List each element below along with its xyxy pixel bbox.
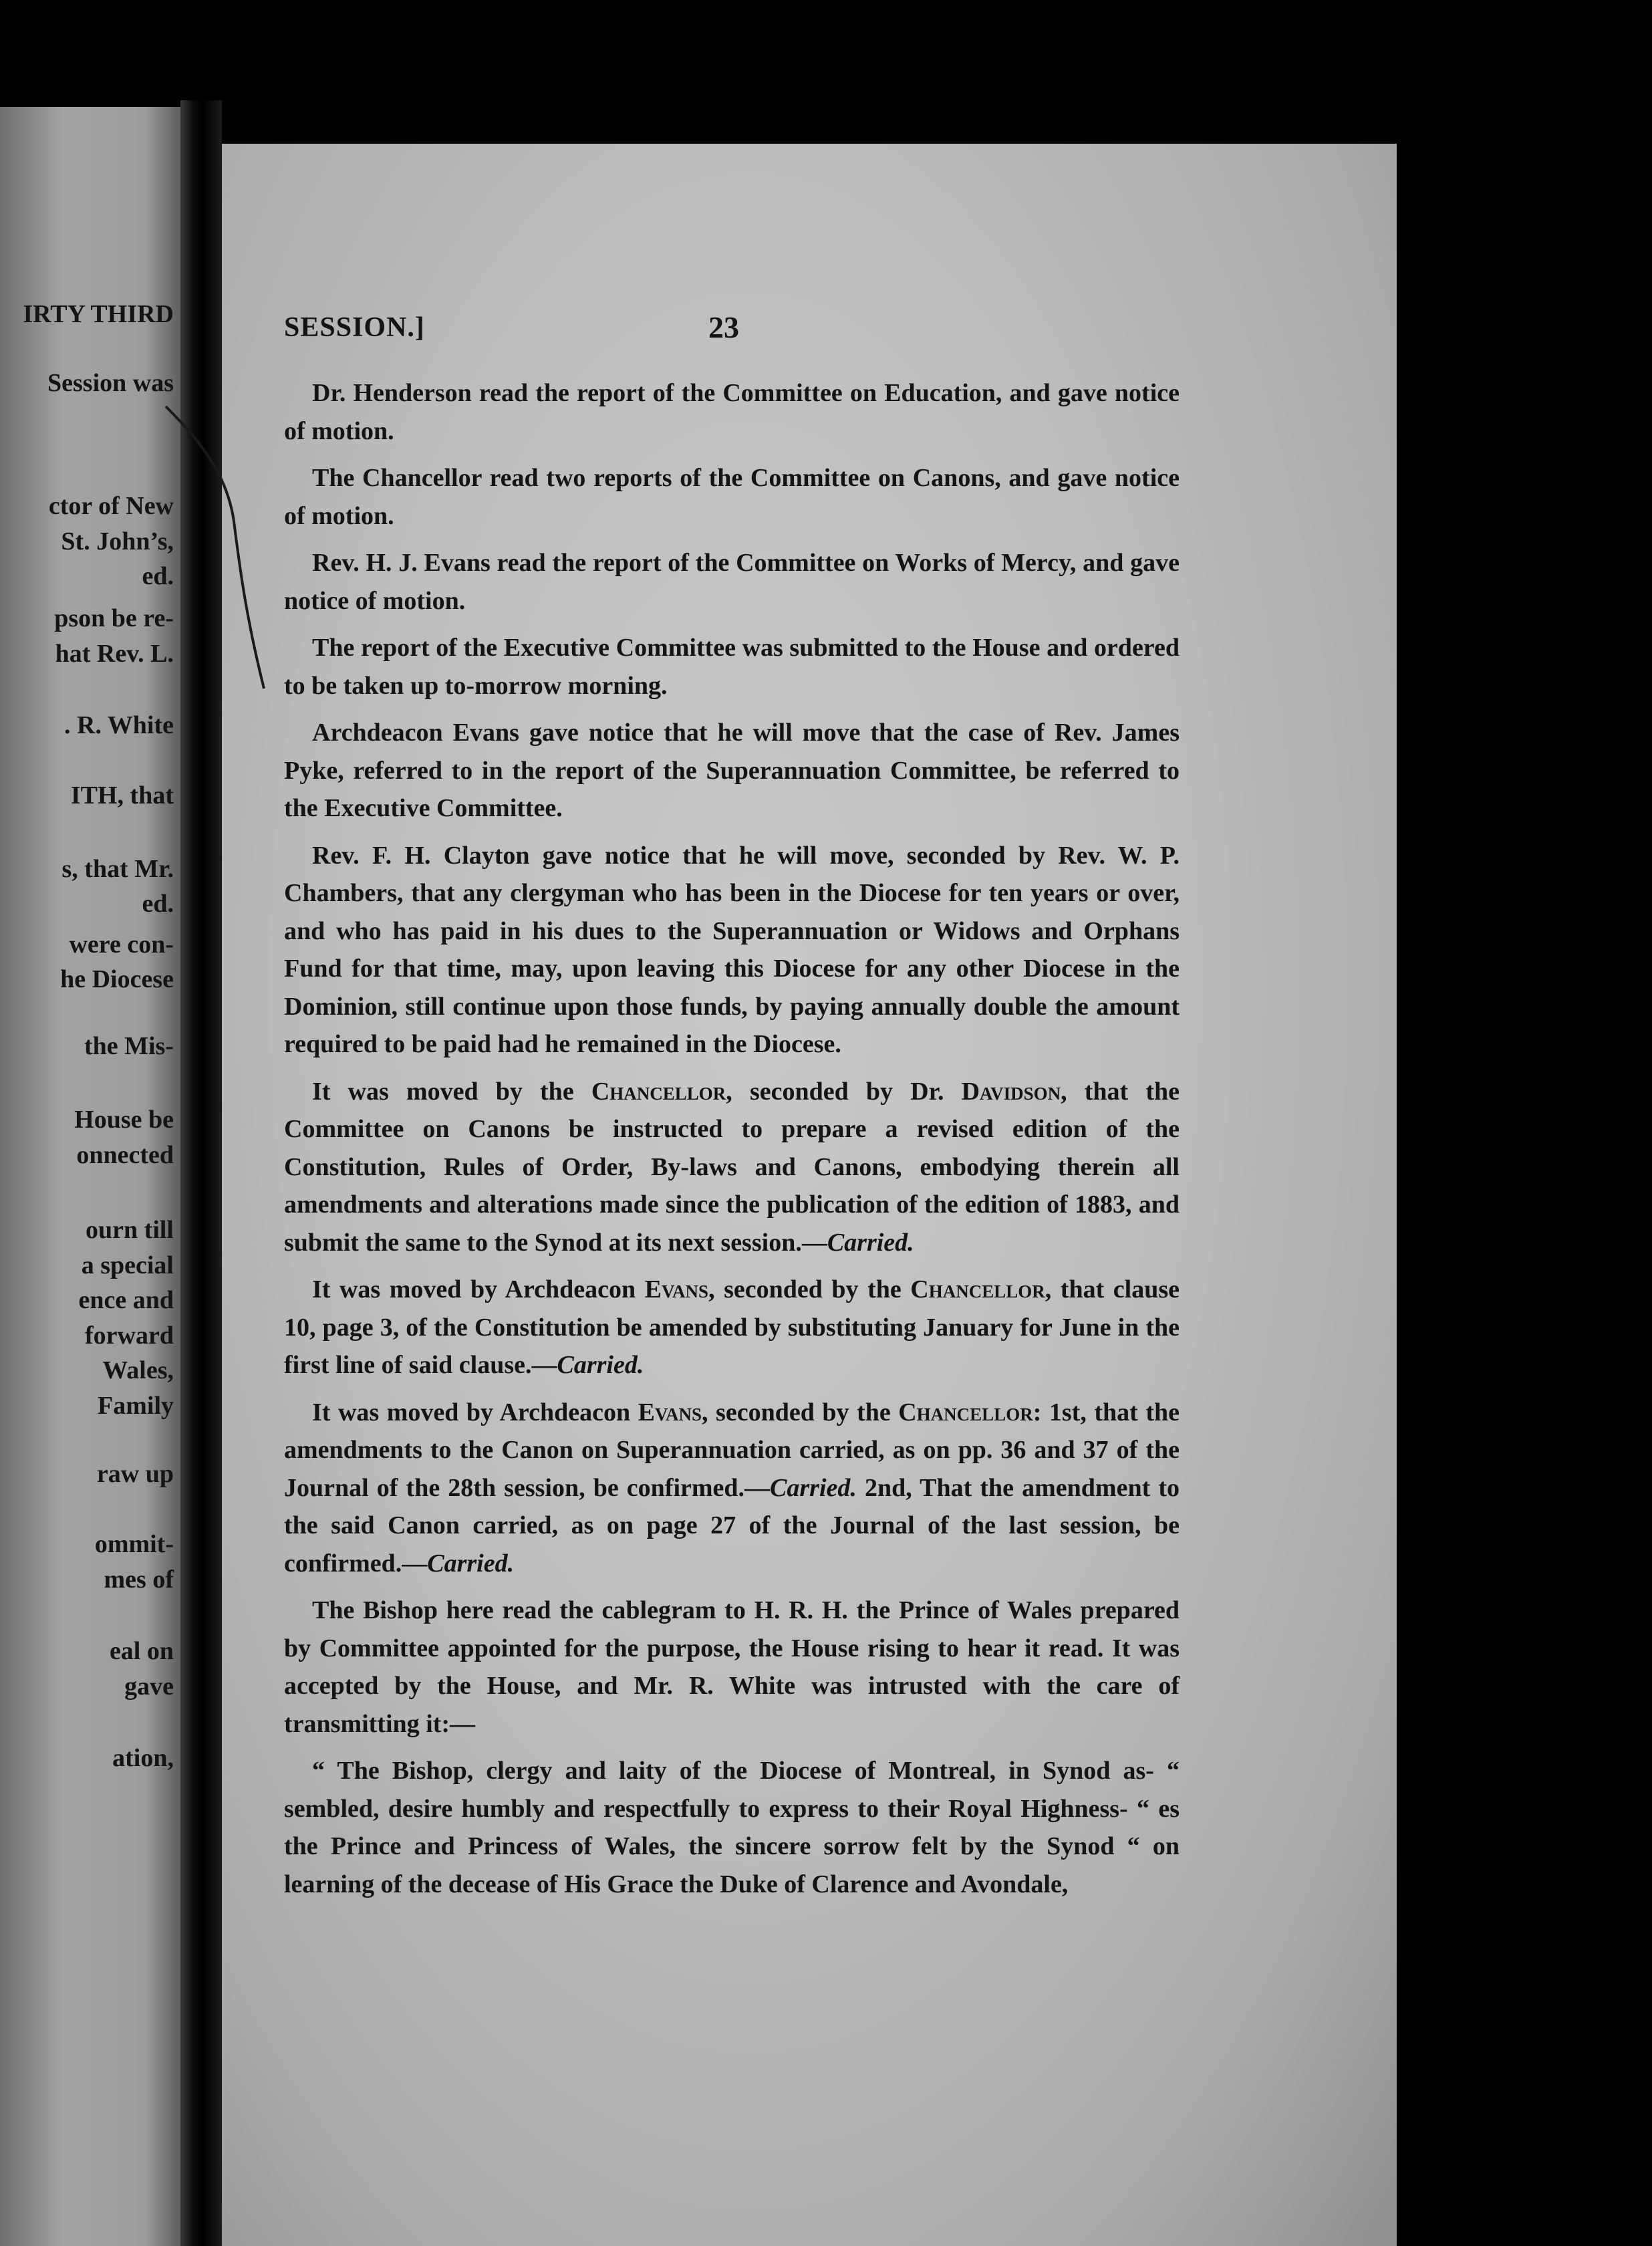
facing-page-line: mes of (104, 1566, 174, 1594)
paragraph (284, 459, 1180, 535)
facing-page-line: a special (81, 1251, 174, 1279)
facing-page-line: pson be re- (54, 604, 174, 632)
small-caps-name: Chancellor (898, 1398, 1033, 1426)
facing-page-line: s, that Mr. (61, 855, 174, 883)
text-run: , seconded by the (708, 1275, 911, 1303)
text-run: , that clause 10, page 3, of the Constitution be amended by substituting January for June in the first line of said clause.— (284, 1275, 1180, 1379)
facing-page-line: Wales, (102, 1356, 174, 1384)
facing-page-line: eal on (109, 1637, 174, 1665)
text-run: , seconded by Dr. (726, 1077, 962, 1106)
facing-page-line: forward (85, 1322, 174, 1350)
facing-page-line: Session was (47, 369, 174, 397)
paragraph (284, 1752, 1180, 1903)
small-caps-name: Davidson (961, 1077, 1061, 1106)
text-run: It was moved by the (312, 1077, 591, 1106)
page-number: 23 (708, 310, 739, 344)
paragraph (284, 629, 1180, 705)
facing-page-line: raw up (96, 1460, 174, 1488)
facing-page-line: House be (74, 1106, 174, 1134)
text-run: , seconded by the (702, 1398, 899, 1426)
text-run: : 1st, that the amendments to the Canon on Superannuation carried, as on pp. 36 and 37 of the Journal of the 28th session, be confirmed.— (284, 1398, 1180, 1502)
text-run: The Chancellor read two reports of the Committee on Canons, and gave notice of motion. (284, 464, 1180, 530)
facing-page-line: ctor of New (48, 492, 174, 520)
italic-text: Carried. (557, 1351, 644, 1379)
text-run: 2nd, That the amendment to the said Canon carried, as on page 27 of the Journal of the last session, be confirmed.— (284, 1473, 1180, 1578)
facing-page-line: ed. (142, 890, 174, 918)
italic-text: Carried. (427, 1549, 515, 1578)
margin-annotation-mark (154, 401, 287, 695)
small-caps-name: Evans (638, 1398, 702, 1426)
facing-page-line: ed. (142, 562, 174, 590)
text-run: “ The Bishop, clergy and laity of the Diocese of Montreal, in Synod as- “ sembled, desire humbly and respectfully to express to their Royal Highness- “ es the Prince and Princess of Wales, the sincere sorrow felt by the Synod “ on learning of the decease of His Grace the Duke of Clarence and Avondale, (284, 1757, 1180, 1898)
italic-text: Carried. (827, 1228, 914, 1257)
text-run: It was moved by Archdeacon (312, 1275, 645, 1303)
paragraph (284, 374, 1180, 450)
running-head: SESSION.] (284, 312, 425, 343)
text-run: The Bishop here read the cablegram to H. R. H. the Prince of Wales prepared by Committee appointed for the purpose, the House rising to hear it read. It was accepted by the House, and Mr. R. White was intrusted with the care of transmitting it:— (284, 1596, 1180, 1738)
small-caps-name: Chancellor (591, 1077, 726, 1106)
text-run: It was moved by Archdeacon (312, 1398, 638, 1426)
facing-page-line: ourn till (86, 1216, 174, 1244)
facing-page-line: hat Rev. L. (55, 640, 174, 668)
facing-page-line: were con- (69, 930, 174, 959)
paragraph (284, 1592, 1180, 1743)
paragraph (284, 714, 1180, 828)
body-text (284, 374, 1180, 1912)
small-caps-name: Chancellor (910, 1275, 1045, 1303)
italic-text: Carried. (770, 1473, 857, 1502)
facing-page-line: IRTY THIRD (23, 300, 174, 328)
facing-page-line: ence and (78, 1286, 174, 1314)
facing-page-line: ation, (112, 1744, 174, 1772)
facing-page-line: the Mis- (84, 1032, 174, 1060)
text-run: , that the Committee on Canons be instructed to prepare a revised edition of the Constitution, Rules of Order, By-laws and Canons, embodying therein all amendments and alterations made since the publication of the edition of 1883, and submit the same to the Synod at its next session.— (284, 1077, 1180, 1257)
paragraph (284, 1073, 1180, 1262)
facing-page-line: ITH, that (70, 781, 174, 809)
paragraph (284, 837, 1180, 1064)
facing-page-line: St. John’s, (61, 527, 174, 555)
paragraph (284, 1271, 1180, 1384)
text-run: The report of the Executive Committee was submitted to the House and ordered to be taken up to-morrow morning. (284, 634, 1180, 700)
facing-page-line: he Diocese (60, 965, 174, 993)
text-run: Rev. F. H. Clayton gave notice that he will move, seconded by Rev. W. P. Chambers, that any clergyman who has been in the Diocese for ten years or over, and who has paid in his dues to the Superannuation or Widows and Orphans Fund for that time, may, upon leaving this Diocese for any other Diocese in the Dominion, still continue upon those funds, by paying annually double the amount required to be paid had he remained in the Diocese. (284, 841, 1180, 1058)
facing-page-line: . R. White (64, 711, 174, 739)
text-run: Rev. H. J. Evans read the report of the Committee on Works of Mercy, and gave notice of motion. (284, 549, 1180, 615)
paragraph (284, 544, 1180, 620)
text-run: Archdeacon Evans gave notice that he will move that the case of Rev. James Pyke, referred to in the report of the Superannuation Committee, be referred to the Executive Committee. (284, 719, 1180, 822)
small-caps-name: Evans (644, 1275, 709, 1303)
facing-page-line: ommit- (94, 1530, 174, 1558)
text-run: Dr. Henderson read the report of the Committee on Education, and gave notice of motion. (284, 379, 1180, 445)
facing-page-line: gave (124, 1672, 174, 1701)
facing-page-line: onnected (76, 1141, 174, 1169)
facing-page-line: Family (98, 1392, 174, 1420)
paragraph (284, 1394, 1180, 1583)
